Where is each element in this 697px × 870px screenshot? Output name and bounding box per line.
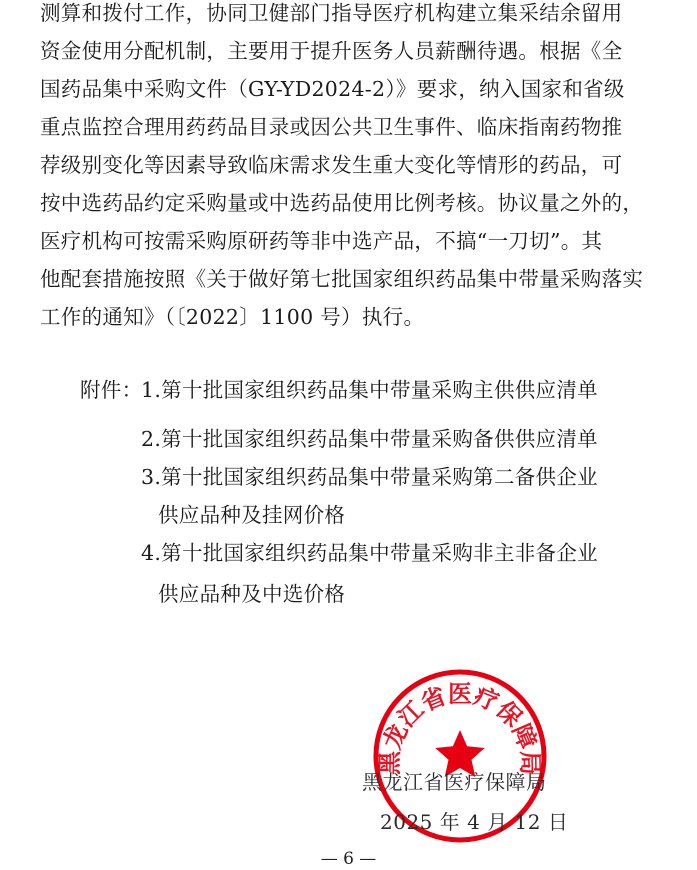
attachments-label: 附件： xyxy=(80,378,143,402)
attachment-item-2: 2.第十批国家组织药品集中带量采购备供供应清单 xyxy=(141,427,598,451)
body-line: 重点监控合理用药药品目录或因公共卫生事件、临床指南药物推 xyxy=(40,115,623,139)
signature-date: 2025 年 4 月 12 日 xyxy=(380,810,569,834)
attachment-item-3-continued: 供应品种及挂网价格 xyxy=(158,503,346,527)
body-line: 国药品集中采购文件（GY-YD2024-2）》要求，纳入国家和省级 xyxy=(40,77,625,101)
attachment-item-4-continued: 供应品种及中选价格 xyxy=(158,582,346,606)
attachment-item-4: 4.第十批国家组织药品集中带量采购非主非备企业 xyxy=(141,541,598,565)
body-line: 荐级别变化等因素导致临床需求发生重大变化等情形的药品，可 xyxy=(40,153,623,177)
body-line: 工作的通知》（〔2022〕1100 号）执行。 xyxy=(40,305,425,329)
body-line: 他配套措施按照《关于做好第七批国家组织药品集中带量采购落实 xyxy=(40,267,644,291)
body-line: 资金使用分配机制，主要用于提升医务人员薪酬待遇。根据《全 xyxy=(40,39,623,63)
signature-organization: 黑龙江省医疗保障局 xyxy=(362,770,547,794)
seal-text: 黑龙江省医疗保障局 xyxy=(375,680,545,776)
body-line: 按中选药品约定采购量或中选药品使用比例考核。协议量之外的， xyxy=(40,191,644,215)
body-line: 测算和拨付工作，协同卫健部门指导医疗机构建立集采结余留用 xyxy=(40,1,623,25)
attachment-item-3: 3.第十批国家组织药品集中带量采购第二备供企业 xyxy=(141,465,598,489)
page-number: — 6 — xyxy=(320,849,377,869)
attachment-item-1: 1.第十批国家组织药品集中带量采购主供供应清单 xyxy=(141,378,598,402)
body-line: 医疗机构可按需采购原研药等非中选产品，不搞“一刀切”。其 xyxy=(40,229,603,253)
